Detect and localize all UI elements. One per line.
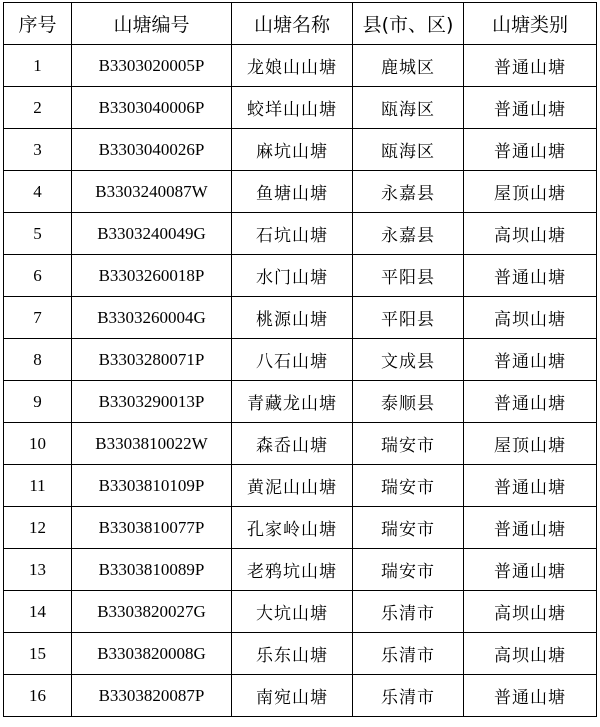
table-row — [4, 675, 597, 717]
cell-name: 水门山塘 — [232, 255, 353, 297]
cell-type: 普通山塘 — [464, 507, 597, 549]
cell-county: 乐清市 — [353, 591, 464, 633]
cell-code: B3303810022W — [72, 423, 232, 465]
table-row — [4, 129, 597, 171]
cell-name: 孔家岭山塘 — [232, 507, 353, 549]
cell-type: 高坝山塘 — [464, 297, 597, 339]
cell-county: 瑞安市 — [353, 423, 464, 465]
cell-type: 普通山塘 — [464, 45, 597, 87]
cell-no: 7 — [4, 297, 72, 339]
table-header — [4, 3, 597, 45]
cell-county: 瑞安市 — [353, 507, 464, 549]
cell-name: 老鸦坑山塘 — [232, 549, 353, 591]
table-body — [4, 45, 597, 717]
cell-county: 平阳县 — [353, 255, 464, 297]
table-row — [4, 423, 597, 465]
cell-type: 屋顶山塘 — [464, 171, 597, 213]
cell-code: B3303040026P — [72, 129, 232, 171]
cell-county: 瓯海区 — [353, 129, 464, 171]
table-row — [4, 171, 597, 213]
cell-county: 鹿城区 — [353, 45, 464, 87]
cell-county: 瑞安市 — [353, 549, 464, 591]
cell-name: 龙娘山山塘 — [232, 45, 353, 87]
cell-code: B3303040006P — [72, 87, 232, 129]
cell-no: 9 — [4, 381, 72, 423]
cell-county: 平阳县 — [353, 297, 464, 339]
cell-name: 八石山塘 — [232, 339, 353, 381]
table-row — [4, 465, 597, 507]
table-row — [4, 297, 597, 339]
cell-code: B3303280071P — [72, 339, 232, 381]
header-row — [4, 3, 597, 45]
cell-name: 青藏龙山塘 — [232, 381, 353, 423]
header-no: 序号 — [4, 3, 72, 45]
cell-county: 泰顺县 — [353, 381, 464, 423]
cell-no: 6 — [4, 255, 72, 297]
cell-no: 5 — [4, 213, 72, 255]
cell-county: 永嘉县 — [353, 213, 464, 255]
header-code: 山塘编号 — [72, 3, 232, 45]
cell-no: 13 — [4, 549, 72, 591]
cell-code: B3303240049G — [72, 213, 232, 255]
table-row — [4, 45, 597, 87]
cell-no: 2 — [4, 87, 72, 129]
table-row — [4, 339, 597, 381]
cell-code: B3303820087P — [72, 675, 232, 717]
header-type: 山塘类别 — [464, 3, 597, 45]
cell-no: 4 — [4, 171, 72, 213]
cell-type: 普通山塘 — [464, 549, 597, 591]
cell-code: B3303810089P — [72, 549, 232, 591]
cell-county: 瓯海区 — [353, 87, 464, 129]
cell-code: B3303820008G — [72, 633, 232, 675]
table-row — [4, 591, 597, 633]
cell-type: 屋顶山塘 — [464, 423, 597, 465]
table-row — [4, 381, 597, 423]
cell-code: B3303260004G — [72, 297, 232, 339]
cell-county: 永嘉县 — [353, 171, 464, 213]
cell-name: 乐东山塘 — [232, 633, 353, 675]
table-row — [4, 507, 597, 549]
table-row — [4, 213, 597, 255]
cell-type: 高坝山塘 — [464, 213, 597, 255]
cell-type: 普通山塘 — [464, 339, 597, 381]
table-row — [4, 255, 597, 297]
cell-type: 高坝山塘 — [464, 591, 597, 633]
cell-type: 普通山塘 — [464, 87, 597, 129]
cell-name: 鱼塘山塘 — [232, 171, 353, 213]
header-county: 县(市、区) — [353, 3, 464, 45]
cell-no: 1 — [4, 45, 72, 87]
cell-no: 14 — [4, 591, 72, 633]
cell-name: 桃源山塘 — [232, 297, 353, 339]
cell-county: 乐清市 — [353, 633, 464, 675]
cell-no: 10 — [4, 423, 72, 465]
cell-code: B3303290013P — [72, 381, 232, 423]
cell-no: 11 — [4, 465, 72, 507]
cell-name: 蛟垟山山塘 — [232, 87, 353, 129]
cell-name: 森岙山塘 — [232, 423, 353, 465]
table-row — [4, 633, 597, 675]
cell-code: B3303820027G — [72, 591, 232, 633]
pond-table — [3, 2, 597, 717]
cell-name: 黄泥山山塘 — [232, 465, 353, 507]
cell-no: 15 — [4, 633, 72, 675]
table-row — [4, 549, 597, 591]
cell-type: 普通山塘 — [464, 255, 597, 297]
cell-name: 麻坑山塘 — [232, 129, 353, 171]
cell-no: 8 — [4, 339, 72, 381]
cell-type: 高坝山塘 — [464, 633, 597, 675]
header-name: 山塘名称 — [232, 3, 353, 45]
cell-code: B3303260018P — [72, 255, 232, 297]
cell-county: 瑞安市 — [353, 465, 464, 507]
cell-county: 乐清市 — [353, 675, 464, 717]
cell-code: B3303810077P — [72, 507, 232, 549]
cell-code: B3303240087W — [72, 171, 232, 213]
cell-type: 普通山塘 — [464, 675, 597, 717]
cell-code: B3303020005P — [72, 45, 232, 87]
cell-no: 12 — [4, 507, 72, 549]
cell-name: 大坑山塘 — [232, 591, 353, 633]
cell-type: 普通山塘 — [464, 129, 597, 171]
cell-name: 石坑山塘 — [232, 213, 353, 255]
cell-type: 普通山塘 — [464, 381, 597, 423]
cell-code: B3303810109P — [72, 465, 232, 507]
cell-no: 16 — [4, 675, 72, 717]
cell-name: 南宛山塘 — [232, 675, 353, 717]
cell-type: 普通山塘 — [464, 465, 597, 507]
cell-county: 文成县 — [353, 339, 464, 381]
cell-no: 3 — [4, 129, 72, 171]
table-row — [4, 87, 597, 129]
